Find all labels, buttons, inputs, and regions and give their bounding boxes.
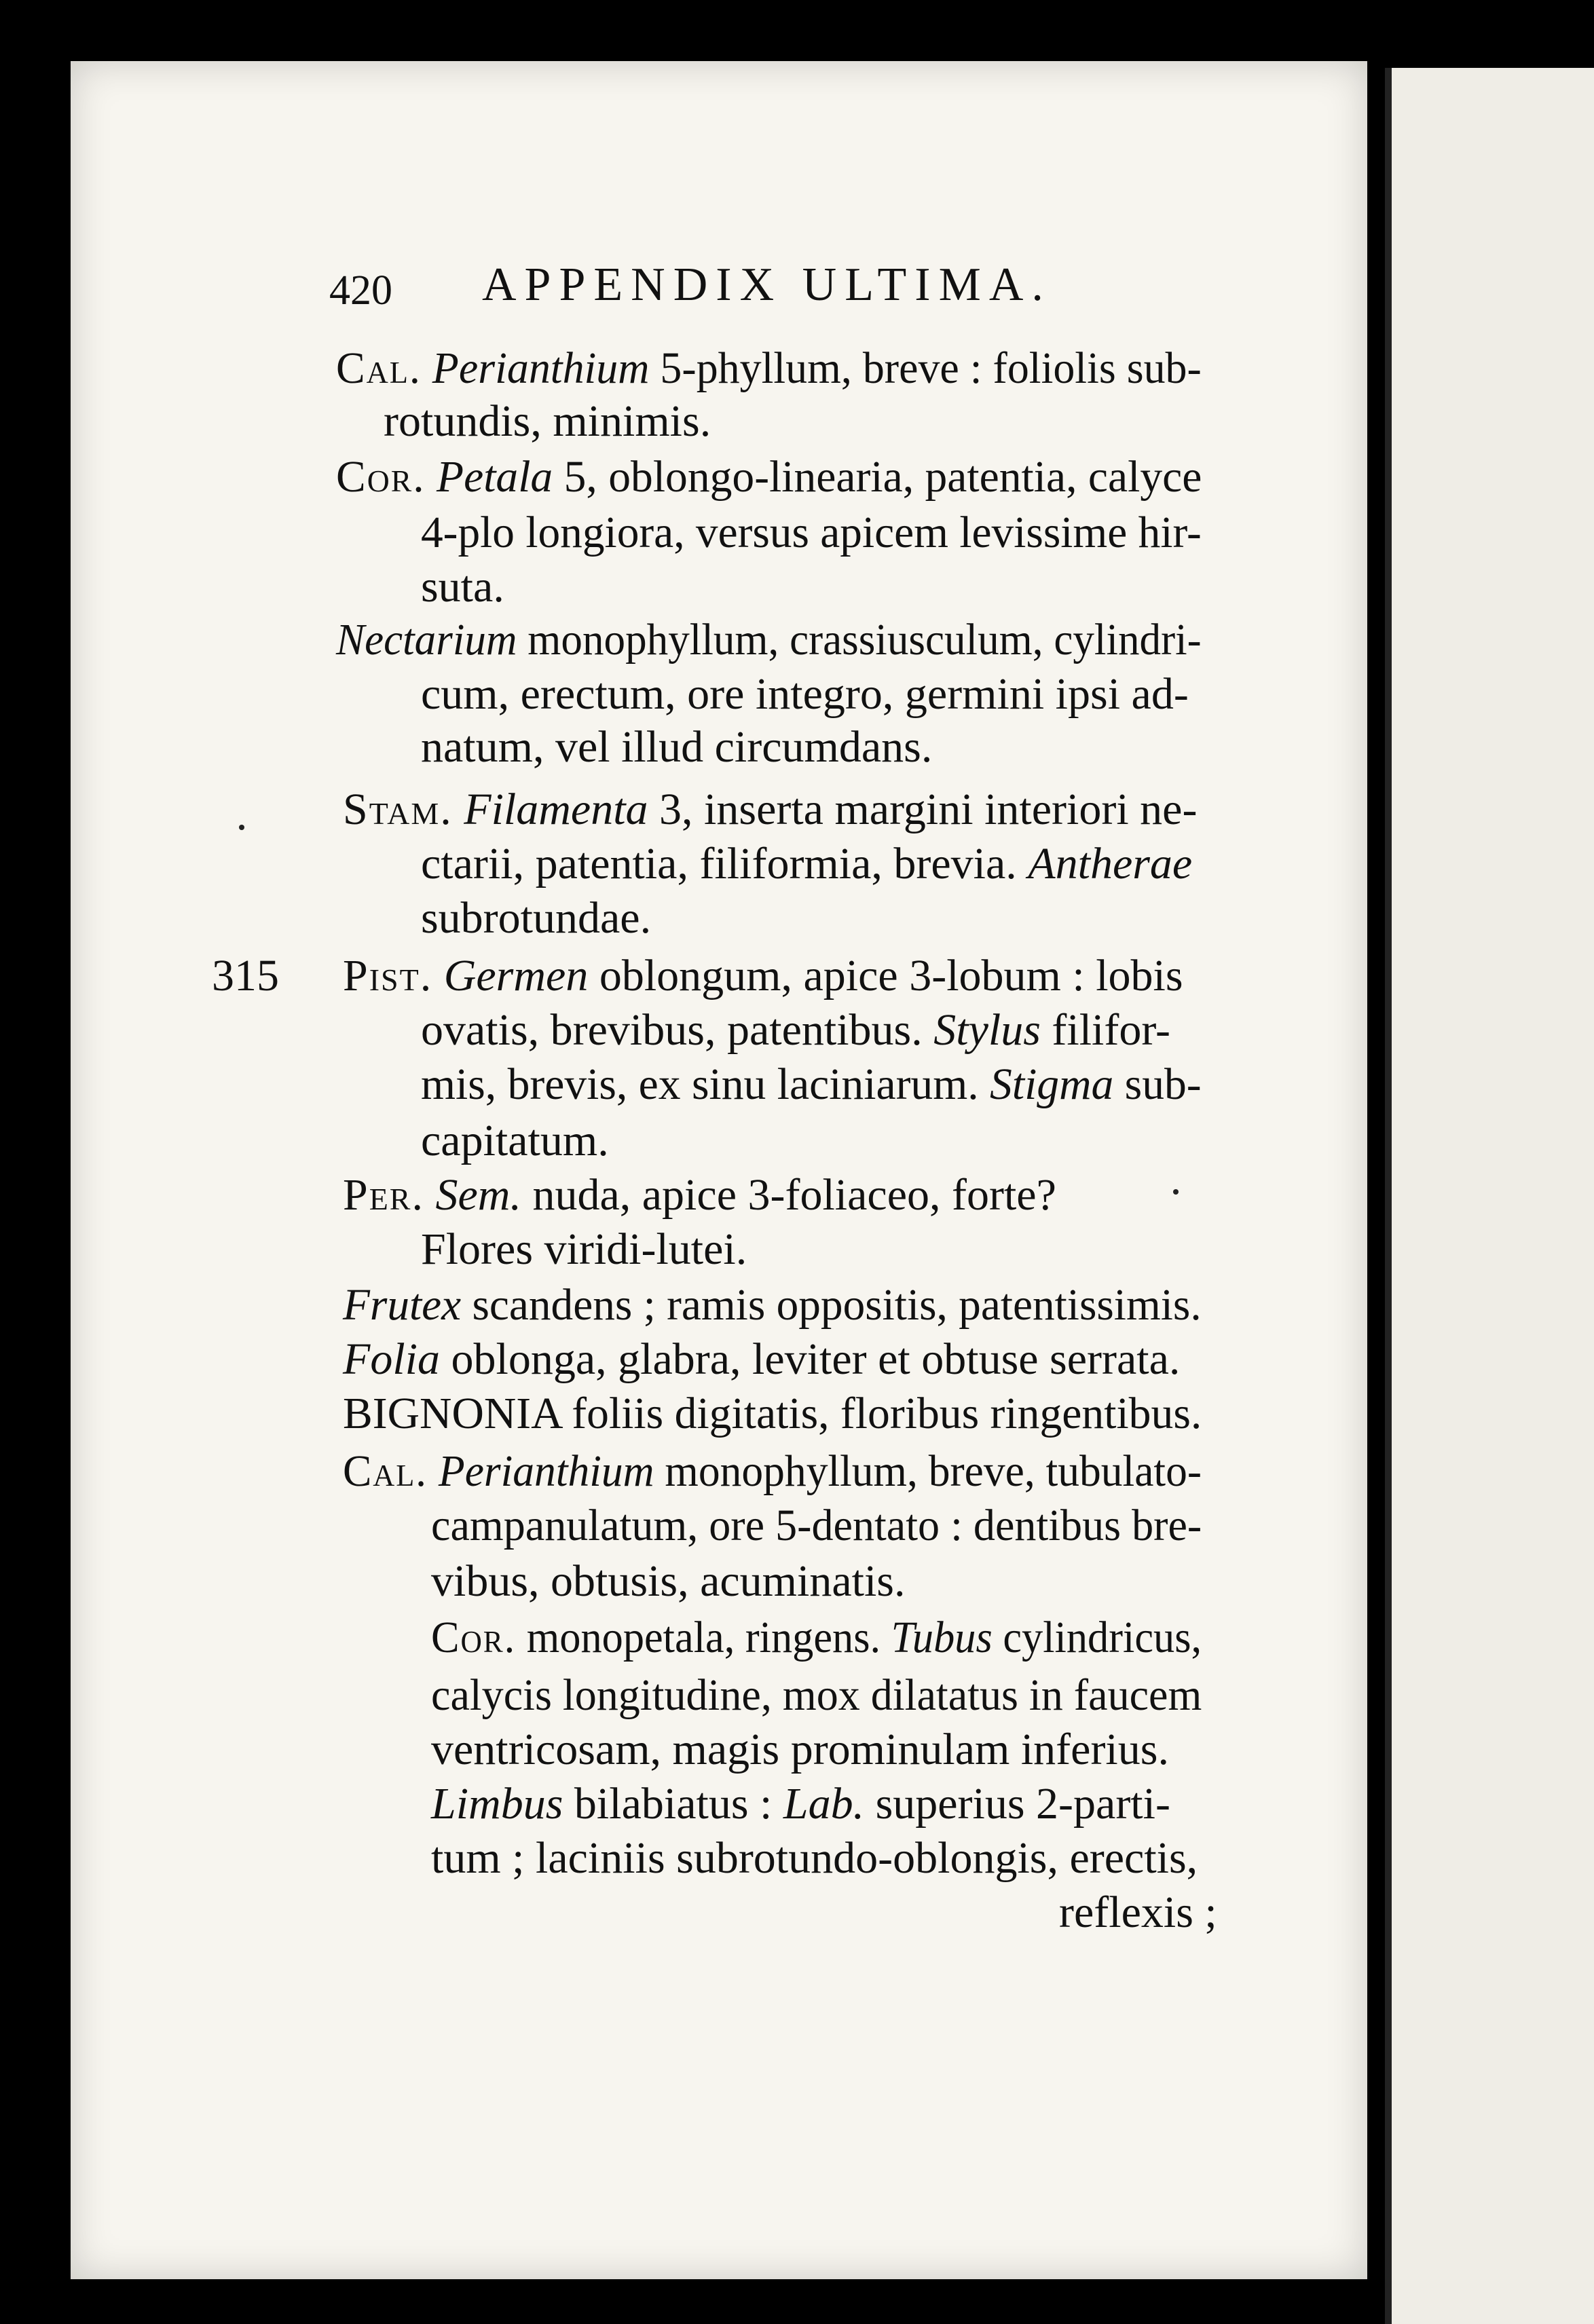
text-run: campanulatum, ore 5-dentato : dentibus bre- xyxy=(431,1501,1202,1550)
text-run: 4-plo longiora, versus apicem levissime hir- xyxy=(421,508,1202,557)
italic-term: Sem. xyxy=(435,1170,521,1220)
text-run: natum, vel illud circumdans. xyxy=(421,722,933,772)
text-run: nuda, apice 3-foliaceo, forte? xyxy=(521,1170,1056,1220)
text-run: ctarii, patentia, filiformia, brevia. xyxy=(421,839,1028,888)
text-run: filifor- xyxy=(1040,1005,1170,1055)
text-line xyxy=(431,1615,1202,1660)
text-run: 5-phyllum, breve : foliolis sub- xyxy=(649,343,1202,393)
text-line xyxy=(1059,1890,1217,1935)
text-line xyxy=(431,1670,1202,1720)
text-run: monophyllum, breve, tubulato- xyxy=(654,1446,1202,1496)
italic-term: Antherae xyxy=(1028,839,1193,888)
text-line xyxy=(336,615,1202,664)
section-label: Cal. xyxy=(343,1446,428,1496)
page-gutter xyxy=(1385,68,1392,2324)
text-run xyxy=(422,343,432,393)
section-label: Per. xyxy=(343,1170,424,1220)
section-label: Stam. xyxy=(343,785,453,834)
section-label: Pist. xyxy=(343,951,433,1000)
text-run xyxy=(426,452,437,502)
text-run xyxy=(432,951,444,1000)
text-line xyxy=(343,1446,1202,1496)
text-line xyxy=(421,1116,609,1165)
text-line xyxy=(343,1334,1181,1384)
text-run: BIGNONIA foliis digitatis, floribus ringentibus. xyxy=(343,1389,1202,1438)
text-run: suta. xyxy=(421,562,504,612)
section-label: Cor. xyxy=(431,1613,517,1662)
italic-term: Perianthium xyxy=(432,343,650,393)
italic-term: Stylus xyxy=(933,1005,1041,1055)
text-line xyxy=(421,510,1202,555)
text-run: mis, brevis, ex sinu laciniarum. xyxy=(421,1060,990,1109)
text-run: sub- xyxy=(1113,1060,1202,1109)
text-line xyxy=(421,1005,1170,1055)
text-run: reflexis ; xyxy=(1059,1888,1217,1937)
text-run: subrotundae. xyxy=(421,893,652,943)
text-line xyxy=(343,1280,1202,1330)
italic-term: Stigma xyxy=(990,1060,1114,1109)
italic-term: Frutex xyxy=(343,1280,462,1330)
text-run xyxy=(453,785,464,834)
italic-term: Filamenta xyxy=(464,785,648,834)
page-title: APPENDIX ULTIMA. xyxy=(482,259,1052,311)
italic-term: Limbus xyxy=(431,1779,563,1829)
text-line xyxy=(431,1833,1198,1883)
text-line xyxy=(336,343,1202,393)
margin-mark xyxy=(239,825,244,830)
text-run: calycis longitudine, mox dilatatus in faucem xyxy=(431,1670,1202,1720)
section-label: Cor. xyxy=(336,452,426,502)
italic-term: Nectarium xyxy=(336,615,517,664)
text-line xyxy=(421,562,504,612)
text-line xyxy=(384,396,711,446)
margin-number: 315 xyxy=(212,951,279,1000)
text-run: cylindricus, xyxy=(992,1613,1202,1662)
text-line xyxy=(431,1727,1169,1772)
text-line xyxy=(431,1556,906,1606)
text-run: monopetala, ringens. xyxy=(516,1613,891,1662)
section-label: Cal. xyxy=(336,343,422,393)
text-line xyxy=(421,1062,1202,1107)
text-line xyxy=(421,669,1189,719)
text-run: cum, erectum, ore integro, germini ipsi ad- xyxy=(421,669,1189,719)
text-run: Flores viridi-lutei. xyxy=(421,1224,747,1274)
text-run: oblonga, glabra, leviter et obtuse serrata. xyxy=(440,1334,1181,1384)
italic-term: Tubus xyxy=(891,1613,993,1662)
text-run: oblongum, apice 3-lobum : lobis xyxy=(588,951,1183,1000)
italic-term: Lab. xyxy=(783,1779,865,1829)
text-line xyxy=(421,1224,747,1274)
text-line xyxy=(431,1503,1202,1548)
italic-term: Petala xyxy=(437,452,553,502)
text-run: 3, inserta margini interiori ne- xyxy=(648,785,1198,834)
text-run: monophyllum, crassiusculum, cylindri- xyxy=(517,615,1202,664)
text-line xyxy=(336,452,1202,502)
italic-term: Folia xyxy=(343,1334,440,1384)
text-line xyxy=(343,1391,1202,1436)
text-run: scandens ; ramis oppositis, patentissimis. xyxy=(461,1280,1202,1330)
text-run: capitatum. xyxy=(421,1116,609,1165)
text-line xyxy=(421,839,1193,888)
text-run xyxy=(424,1170,436,1220)
page-number: 420 xyxy=(329,267,392,314)
text-run: ovatis, brevibus, patentibus. xyxy=(421,1005,934,1055)
text-line xyxy=(343,1170,1056,1220)
text-run: bilabiatus : xyxy=(563,1779,783,1829)
italic-term: Germen xyxy=(443,951,589,1000)
italic-term: Perianthium xyxy=(438,1446,654,1496)
text-line xyxy=(343,951,1183,1000)
text-run: vibus, obtusis, acuminatis. xyxy=(431,1556,906,1606)
text-run: tum ; laciniis subrotundo-oblongis, erectis, xyxy=(431,1833,1198,1883)
text-line xyxy=(343,787,1197,832)
text-run: rotundis, minimis. xyxy=(384,396,711,446)
text-run xyxy=(428,1446,439,1496)
margin-mark xyxy=(1173,1189,1179,1195)
facing-page-edge xyxy=(1385,68,1594,2324)
text-run: ventricosam, magis prominulam inferius. xyxy=(431,1725,1169,1774)
text-line xyxy=(421,722,933,772)
text-line xyxy=(421,893,652,943)
text-run: superius 2-parti- xyxy=(864,1779,1170,1829)
text-line xyxy=(431,1779,1170,1829)
text-run: 5, oblongo-linearia, patentia, calyce xyxy=(553,452,1202,502)
